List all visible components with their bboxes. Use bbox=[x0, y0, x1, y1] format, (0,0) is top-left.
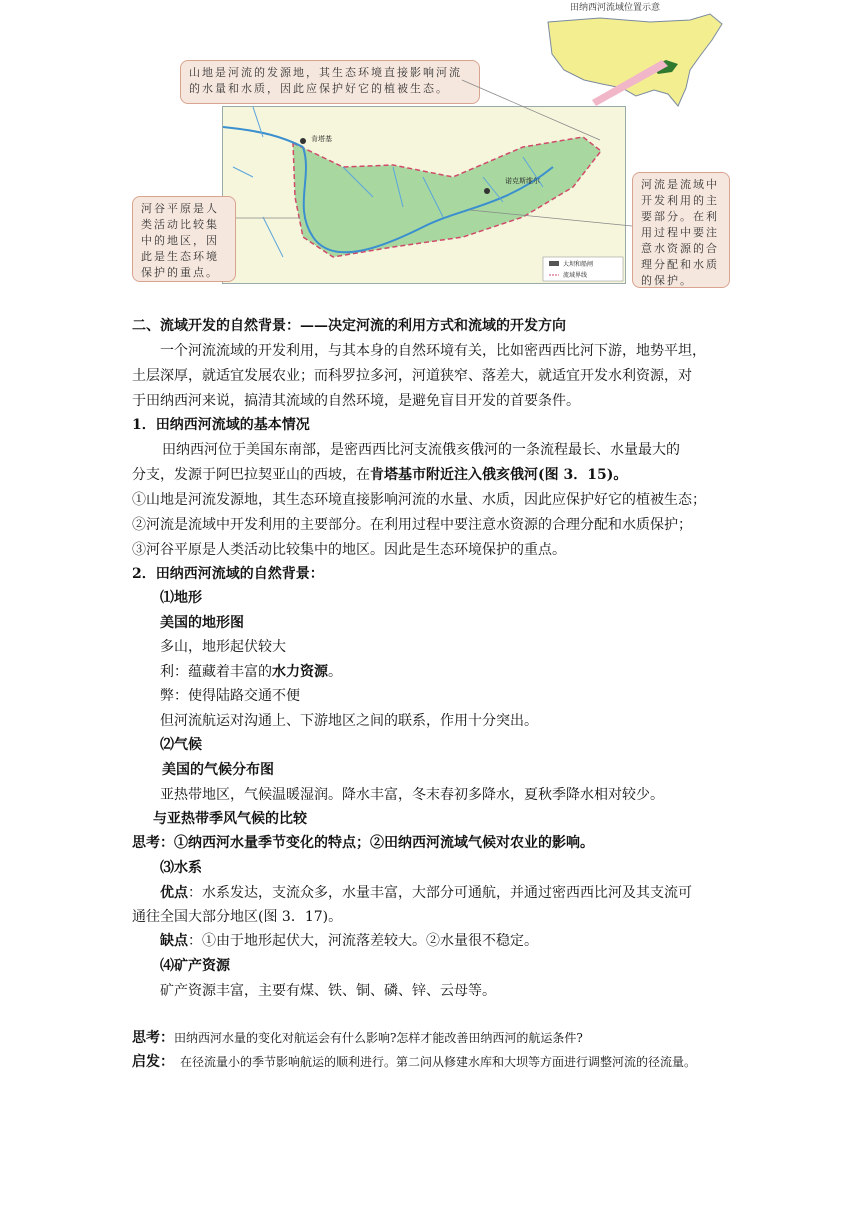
terrain-line-2-c: 。 bbox=[328, 664, 342, 680]
callout-right: 河流是流域中开发利用的主要部分。在利用过程中要注意水资源的合理分配和水质的保护。 bbox=[632, 172, 730, 288]
heading-natural: 2．田纳西河流域的自然背景： bbox=[132, 566, 324, 582]
callout-top: 山地是河流的发源地，其生态环境直接影响河流的水量和水质，因此应保护好它的植被生态。 bbox=[180, 60, 480, 104]
figure bbox=[0, 0, 860, 290]
mineral-title: ⑷矿产资源 bbox=[160, 958, 230, 974]
terrain-title: ⑴地形 bbox=[160, 590, 202, 606]
terrain-line-1: 多山，地形起伏较大 bbox=[160, 639, 286, 655]
water-cons-label: 缺点 bbox=[160, 933, 188, 949]
water-title: ⑶水系 bbox=[160, 860, 202, 876]
intro-line-2: 土层深厚，就适宜发展农业；而科罗拉多河，河道狭窄、落差大，就适宜开发水利资源，对 bbox=[132, 368, 692, 384]
think-2-label: 思考： bbox=[132, 1030, 174, 1046]
water-pros-text: ：水系发达，支流众多，水量丰富，大部分可通航，并通过密西西比河及其支流可 bbox=[188, 885, 692, 901]
point-3: ③河谷平原是人类活动比较集中的地区。因此是生态环境保护的重点。 bbox=[132, 542, 566, 558]
callout-connectors bbox=[0, 0, 860, 290]
terrain-map-title: 美国的地形图 bbox=[160, 615, 244, 631]
mineral-line-1: 矿产资源丰富，主要有煤、铁、铜、磷、锌、云母等。 bbox=[160, 983, 496, 999]
callout-left: 河谷平原是人类活动比较集中的地区，因此是生态环境保护的重点。 bbox=[132, 196, 236, 282]
climate-map-title: 美国的气候分布图 bbox=[162, 762, 274, 778]
basic-line-2-bold: 肯塔基市附近注入俄亥俄河(图 3．15)。 bbox=[370, 467, 628, 483]
water-line-2: 通往全国大部分地区(图 3．17)。 bbox=[132, 909, 343, 925]
city-label-a: 肯塔基 bbox=[311, 135, 332, 143]
legend-dam: 大坝和船闸 bbox=[563, 261, 594, 268]
basic-line-2 bbox=[132, 465, 627, 485]
think-1: 思考：①纳西河水量季节变化的特点；②田纳西河流域气候对农业的影响。 bbox=[132, 835, 594, 851]
point-2: ②河流是流域中开发利用的主要部分。在利用过程中要注意水资源的合理分配和水质保护； bbox=[132, 517, 692, 533]
climate-line-1: 亚热带地区，气候温暖湿润。降水丰富，冬末春初多降水，夏秋季降水相对较少。 bbox=[160, 787, 664, 803]
point-1: ①山地是河流发源地，其生态环境直接影响河流的水量、水质，因此应保护好它的植被生态； bbox=[132, 492, 706, 508]
legend-boundary: 流域界线 bbox=[563, 272, 588, 279]
terrain-line-2 bbox=[160, 662, 342, 682]
water-cons-text: ：①由于地形起伏大，河流落差较大。②水量很不稳定。 bbox=[188, 933, 538, 949]
terrain-line-4: 但河流航运对沟通上、下游地区之间的联系，作用十分突出。 bbox=[160, 713, 538, 729]
hint-text: 在径流量小的季节影响航运的顺利进行。第二问从修建水库和大坝等方面进行调整河流的径流量。 bbox=[180, 1055, 697, 1069]
hint-label: 启发： bbox=[132, 1054, 174, 1070]
climate-title: ⑵气候 bbox=[160, 737, 202, 753]
water-line-1 bbox=[160, 883, 692, 903]
water-pros-label: 优点 bbox=[160, 885, 188, 901]
inset-title: 田纳西河流域位置示意 bbox=[570, 3, 661, 13]
section-heading: 二、流域开发的自然背景：——决定河流的利用方式和流域的开发方向 bbox=[132, 318, 566, 334]
terrain-line-2-bold: 水力资源 bbox=[272, 664, 328, 680]
terrain-line-2-a: 利：蕴藏着丰富的 bbox=[160, 664, 272, 680]
water-line-3 bbox=[160, 931, 538, 951]
intro-line-1: 一个河流流域的开发利用，与其本身的自然环境有关，比如密西西比河下游，地势平坦， bbox=[160, 343, 706, 359]
think-2 bbox=[132, 1028, 583, 1048]
hint bbox=[132, 1052, 696, 1072]
intro-line-3: 于田纳西河来说，搞清其流域的自然环境，是避免盲目开发的首要条件。 bbox=[132, 393, 580, 409]
basic-line-2-text: 分支，发源于阿巴拉契亚山的西坡，在 bbox=[132, 467, 370, 483]
basic-line-1: 田纳西河位于美国东南部，是密西西比河支流俄亥俄河的一条流程最长、水量最大的 bbox=[162, 442, 680, 458]
compare-title: 与亚热带季风气候的比较 bbox=[153, 811, 307, 827]
think-2-text: 田纳西河水量的变化对航运会有什么影响?怎样才能改善田纳西河的航运条件? bbox=[174, 1031, 583, 1045]
heading-basic: 1．田纳西河流域的基本情况 bbox=[132, 417, 310, 433]
terrain-line-3: 弊：使得陆路交通不便 bbox=[160, 688, 300, 704]
city-label-b: 诺克斯维尔 bbox=[505, 177, 540, 185]
